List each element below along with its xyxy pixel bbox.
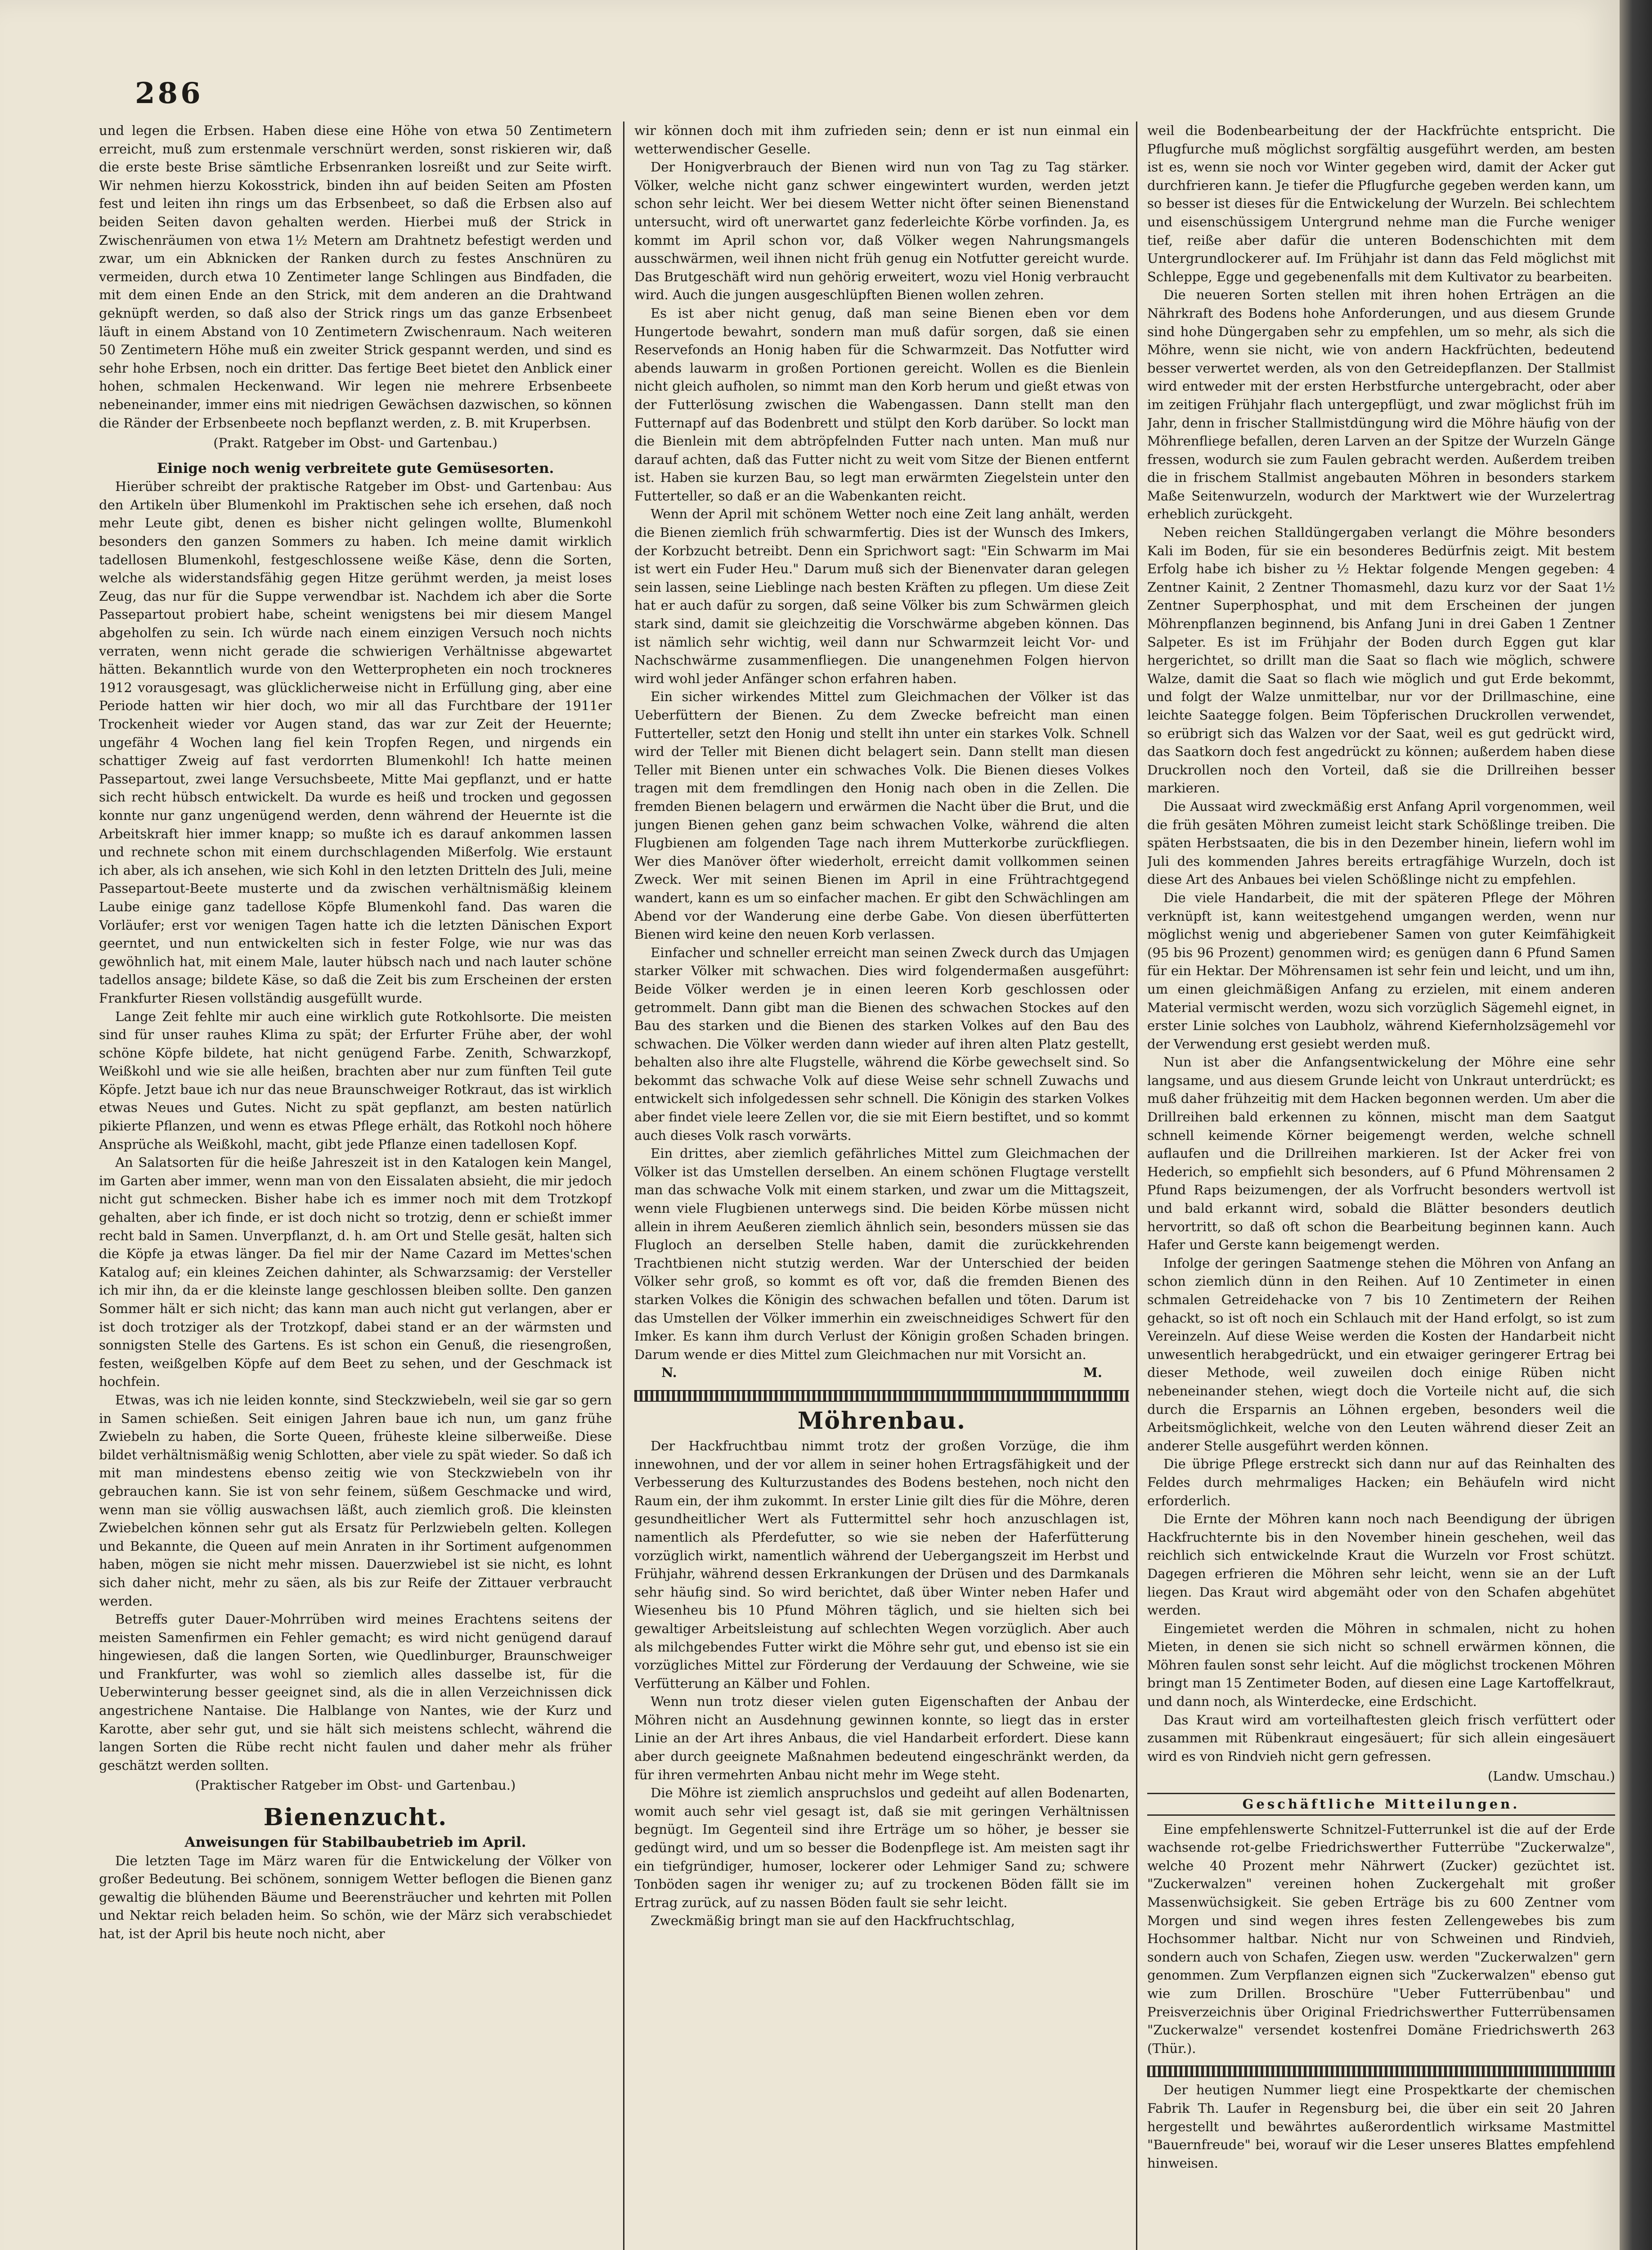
paragraph: Zweckmäßig bringt man sie auf den Hackfruchtschlag, (651, 1913, 1015, 1929)
signature-initial: M. (1083, 1365, 1102, 1381)
paragraph: Die Möhre ist ziemlich anspruchslos und gedeiht auf allen Bodenarten, womit auch sehr viel gesagt ist, daß sie mit geringen Verhältnissen begnügt. Im Gegenteil sind ihre Erträge um so höher, je besser sie gedüngt wird, und um so besser die Bodenpflege ist. Am meisten sagt ihr ein tiefgründiger, humoser, lockerer oder Lehmiger Sand zu; schwere Tonböden sagen ihr weniger zu; auf zu trockenen Böden fällt sie im Ertrag zurück, auf zu nassen Böden fault sie sehr leicht. (634, 1785, 1129, 1910)
paragraph: Ein drittes, aber ziemlich gefährliches Mittel zum Gleichmachen der Völker ist das Umstellen derselben. An einem schönen Flugtage verstellt man das schwache Volk mit einem starken, und zwar um die Mittagszeit, wenn viele Flugbienen unterwegs sind. Die beiden Körbe müssen nicht allein in ihrem Aeußeren ziemlich ähnlich sein, besonders müssen sie das Flugloch an derselben Stelle haben, damit die zurückkehrenden Trachtbienen nicht stutzig werden. War der Unterschied der beiden Völker sehr groß, so kommt es oft vor, daß die fremden Bienen des starken Volkes die Königin des schwachen befallen und töten. Darum ist das Umstellen der Völker immerhin ein zweischneidiges Schwert für den Imker. Es kann ihm durch Verlust der Königin großen Schaden bringen. Darum wende er dies Mittel zum Gleichmachen nur mit Vorsicht an. (634, 1146, 1129, 1362)
paragraph: Es ist aber nicht genug, daß man seine Bienen eben vor dem Hungertode bewahrt, sondern man muß dafür sorgen, daß sie einen Reservefonds an Honig haben für die Schwarmzeit. Das Notfutter wird abends lauwarm in großen Portionen gereicht. Wollen es die Bienlein nicht gleich aufholen, so nimmt man den Korb herum und gießt etwas von der Futterlösung zwischen die Wabengassen. Dann stellt man den Futternapf auf das Bodenbrett und stülpt den Korb darüber. So lockt man die Bienlein mit dem abtröpfelnden Futter nach unten. Man muß nur darauf achten, daß das Futter nicht zu weit vom Sitze der Bienen entfernt ist. Haben sie kurzen Bau, so legt man erwärmten Ziegelstein unter den Futterteller, so daß er an die Wabenkanten reicht. (634, 305, 1129, 504)
article-subheading: Anweisungen für Stabilbaubetrieb im April. (184, 1834, 526, 1851)
paragraph: Eingemietet werden die Möhren in schmalen, nicht zu hohen Mieten, in denen sie sich nicht so schnell erwärmen können, die Möhren faulen sonst sehr leicht. Auf die möglichst trockenen Möhren bringt man 15 Zentimeter Boden, auf diesen eine Lage Kartoffelkraut, und dann noch, als Winterdecke, eine Erdschicht. (1147, 1620, 1615, 1710)
paragraph: und legen die Erbsen. Haben diese eine Höhe von etwa 50 Zentimetern erreicht, muß zum erstenmale verschnürt werden, sonst riskieren wir, daß die erste beste Brise sämtliche Erbsenranken losreißt und zur Seite wirft. Wir nehmen hierzu Kokosstrick, binden ihn auf beiden Seiten am Pfosten fest und leiten ihn rings um das Erbsenbeet, so daß die Erbsen also auf beiden Seiten davon gehalten werden. Hierbei muß der Strick in Zwischenräumen von etwa 1½ Metern am Drahtnetz befestigt werden und zwar, um ein Abknicken der Ranken durch zu festes Anschnüren zu vermeiden, durch etwa 10 Zentimeter lange Schlingen aus Bindfaden, die mit dem einen Ende an den Strick, mit dem anderen an die Drahtwand geknüpft werden, so daß also der Strick rings um das ganze Erbsenbeet läuft in einem Abstand von 10 Zentimetern Zwischenraum. Nach weiteren 50 Zentimetern Höhe muß ein zweiter Strick gespannt werden, und sind es sehr hohe Erbsen, noch ein dritter. Das fertige Beet bietet den Anblick einer hohen, schmalen Heckenwand. Wir legen nie mehrere Erbsenbeete nebeneinander, immer eins mit niedrigen Gewächsen dazwischen, so können die Ränder der Erbsenbeete noch bepflanzt werden, z. B. mit Kruperbsen. (99, 123, 612, 431)
paragraph: Die Aussaat wird zweckmäßig erst Anfang April vorgenommen, weil die früh gesäten Möhren zumeist leicht stark Schößlinge treiben. Die späten Herbstsaaten, die bis in den Dezember hinein, liefern wohl im Juli des kommenden Jahres bereits ertragfähige Wurzeln, doch ist diese Art des Anbaues bei vielen Schößlinge nicht zu empfehlen. (1147, 798, 1615, 887)
paragraph: Die neueren Sorten stellen mit ihren hohen Erträgen an die Nährkraft des Bodens hohe Anforderungen, und aus diesem Grunde sind hohe Düngergaben sehr zu empfehlen, um so mehr, als sich die Möhre, wenn sie nicht, wie von andern Hackfrüchten, bedeutend besser verwertet werden, als von den Getreidepflanzen. Der Stallmist wird entweder mit der ersten Herbstfurche untergebracht, oder aber im zeitigen Frühjahr flach untergepflügt, und zwar möglichst früh im Jahr, denn in frischer Stallmistdüngung wird die Möhre häufig von der Möhrenfliege befallen, deren Larven an der Spitze der Wurzeln Gänge fressen, wodurch sie zum Faulen gebracht werden. Außerdem treiben die in frischem Stallmist angebauten Möhren in besonders starkem Maße Seitenwurzeln, wodurch der Marktwert wie der Wurzelertrag erheblich zurückgeht. (1147, 287, 1615, 522)
paragraph: Wenn der April mit schönem Wetter noch eine Zeit lang anhält, werden die Bienen ziemlich früh schwarmfertig. Dies ist der Wunsch des Imkers, der Korbzucht betreibt. Denn ein Sprichwort sagt: "Ein Schwarm im Mai ist wert ein Fuder Heu." Darum muß sich der Bienenvater daran gelegen sein lassen, seine Lieblinge nach besten Kräften zu pflegen. Um diese Zeit hat er auch dafür zu sorgen, daß seine Völker bis zum Schwärmen gleich stark sind, damit sie gleichzeitig die Vorschwärme abgeben können. Das ist nämlich sehr wichtig, weil dann nur Schwarmzeit leicht Vor- und Nachschwärme zusammenfliegen. Die unangenehmen Folgen hiervon wird wohl jeder Anfänger schon erfahren haben. (634, 506, 1129, 686)
paragraph: Der Hackfruchtbau nimmt trotz der großen Vorzüge, die ihm innewohnen, und der vor allem in seiner hohen Ertragsfähigkeit und der Verbesserung des Kulturzustandes des Bodens bestehen, noch nicht den Raum ein, der ihm zukommt. In erster Linie gilt dies für die Möhre, deren gesundheitlicher Wert als Futtermittel sehr hoch anzuschlagen ist, namentlich als Pferdefutter, so wie sie neben der Haferfütterung vorzüglich wirkt, namentlich während der Uebergangszeit im Herbst und Frühjahr, während dessen Erkrankungen der Drüsen und des Darmkanals sehr häufig sind. So wird berichtet, daß über Winter neben Hafer und Wiesenheu bis 10 Pfund Möhren täglich, und sie hielten sich bei gewaltiger Arbeitsleistung auf schlechten Wegen vorzüglich. Aber auch als milchgebendes Futter wirkt die Möhre sehr gut, und ebenso ist sie ein vorzügliches Mittel zur Förderung der Verdauung der Schweine, wie sie Verfütterung an Kälber und Fohlen. (634, 1438, 1129, 1691)
article-heading: Einige noch wenig verbreitete gute Gemüsesorten. (157, 460, 554, 477)
page-number: 286 (135, 76, 203, 110)
column-1 (99, 122, 612, 2250)
author-signature (634, 1364, 1129, 1382)
paragraph: Betreffs guter Dauer-Mohrrüben wird meines Erachtens seitens der meisten Samenfirmen ein Fehler gemacht; es wird nicht genügend darauf hingewiesen, daß die langen Sorten, wie Quedlinburger, Braunschweiger und Frankfurter, was wohl so ziemlich alles dasselbe ist, für die Ueberwinterung besser geeignet sind, als die in allen Verzeichnissen dick angestrichene Nantaise. Die Halblange von Nantes, wie der Kurz und Karotte, aber sehr gut, und sie hält sich meistens schlecht, während die langen Sorten die Rübe recht nicht faulen und daher mehr als früher geschätzt werden sollten. (99, 1611, 612, 1773)
signature-initial: N. (661, 1365, 677, 1381)
paragraph: Die viele Handarbeit, die mit der späteren Pflege der Möhren verknüpft ist, kann weitestgehend umgangen werden, wenn nur möglichst wenig und abgeriebener Samen von guter Keimfähigkeit (95 bis 96 Prozent) genommen wird; es genügen dann 6 Pfund Samen für ein Hektar. Der Möhrensamen ist sehr fein und leicht, und um ihn, um einen gleichmäßigen Anfang zu erzielen, mit einem anderen Material vermischt werden, wozu sich vorzüglich Sägemehl eignet, in erster Linie solches von Laubholz, während Kiefernholzsägemehl vor der Verwendung erst gesiebt werden muß. (1147, 890, 1615, 1052)
paragraph: Die übrige Pflege erstreckt sich dann nur auf das Reinhalten des Feldes durch mehrmaliges Hacken; ein Behäufeln wird nicht erforderlich. (1147, 1456, 1615, 1508)
source-citation: (Landw. Umschau.) (1487, 1768, 1615, 1784)
column-rule (623, 122, 624, 2250)
paragraph: Nun ist aber die Anfangsentwickelung der Möhre eine sehr langsame, und aus diesem Grunde leicht von Unkraut unterdrückt; es muß daher frühzeitig mit dem Hacken begonnen werden. Um aber die Drillreihen bald erkennen zu können, mischt man dem Saatgut schnell keimende Körner beigemengt werden, welche schnell auflaufen und die Drillreihen markieren. Ist der Acker frei von Hederich, so empfiehlt sich besonders, auf 6 Pfund Möhrensamen 2 Pfund Raps beizumengen, der als Vorfrucht besonders wertvoll ist und bald erkannt wird, sobald die Blätter besonders deutlich hervortritt, so daß oft schon die Bearbeitung beginnen kann. Auch Hafer und Gerste kann beigemengt werden. (1147, 1054, 1615, 1253)
paragraph: Hierüber schreibt der praktische Ratgeber im Obst- und Gartenbau: Aus den Artikeln über Blumenkohl im Praktischen sehe ich ersehen, daß noch mehr Leute gibt, denen es bisher nicht gelingen wollte, Blumenkohl besonders den ganzen Sommers zu haben. Ich meine damit wirklich tadellosen Blumenkohl, festgeschlossene weiße Käse, denn die Sorten, welche als widerstandsfähig gegen Hitze gerühmt werden, ja meist loses Zeug, das nur für die Suppe verwendbar ist. Nachdem ich aber die Sorte Passepartout probiert habe, scheint wenigstens bei mir diesem Mangel abgeholfen zu sein. Ich würde nach einem einzigen Versuch noch nichts verraten, wenn nicht gerade die schwierigen Verhältnisse abgewartet hätten. Bekanntlich wurde von den Wetterpropheten ein noch trockneres 1912 vorausgesagt, was glücklicherweise nicht in Erfüllung ging, aber eine Periode hatten wir hier doch, wo mir all das Furchtbare der 1911er Trockenheit wieder vor Augen stand, das war zur Zeit der Heuernte; ungefähr 4 Wochen lang fiel kein Tropfen Regen, und nirgends ein schattiger Zweig auf fast verdorrten Blumenkohl! Ich hatte meinen Passepartout, zwei lange Versuchsbeete, Mitte Mai gepflanzt, und er hatte sich recht hübsch entwickelt. Da wurde es heiß und trocken und gegossen konnte nur ganz ungenügend werden, denn während der Heuernte ist die Arbeitskraft hier immer knapp; so mußte ich es darauf ankommen lassen und rechnete schon mit einem durchschlagenden Mißerfolg. Wie erstaunt ich aber, als ich ansehen, wie sich Kohl in den letzten Dritteln des Juli, meine Passepartout-Beete musterte und da zwischen verhältnismäßig kleinem Laube einige ganz tadellose Köpfe Blumenkohl fand. Das waren die Vorläufer; erst vor wenigen Tagen hatte ich die letzten Dänischen Export geerntet, und nun entwickelten sich in fester Folge, wie nur was das gewöhnlich hat, mit einem Male, lauter hübsch nach und nach lauter schöne tadellos ansage; bildete Käse, so daß die Zeit bis zum Erscheinen der ersten Frankfurter Riesen vollständig ausgefüllt wurde. (99, 479, 612, 1006)
paragraph: Die letzten Tage im März waren für die Entwickelung der Völker von großer Bedeutung. Bei schönem, sonnigem Wetter beflogen die Bienen ganz gewaltig die blühenden Bäume und Beerensträucher und kehrten mit Pollen und Nektar reich beladen heim. So schön, wie der März sich verabschiedet hat, ist der April bis heute noch nicht, aber (99, 1853, 612, 1941)
paragraph: Wenn nun trotz dieser vielen guten Eigenschaften der Anbau der Möhren nicht an Ausdehnung gewinnen konnte, so liegt das in erster Linie an der Art ihres Anbaus, die viel Handarbeit erfordert. Diese kann aber durch geeignete Maßnahmen bedeutend eingeschränkt werden, da für ihren vermehrten Anbau nicht mehr im Wege steht. (634, 1694, 1129, 1782)
paragraph: Ein sicher wirkendes Mittel zum Gleichmachen der Völker ist das Ueberfüttern der Bienen. Zu dem Zwecke befreicht man einen Futterteller, setzt den Honig und stellt ihn unter ein starkes Volk. Schnell wird der Teller mit Bienen dicht belagert sein. Dann stellt man diesen Teller mit Bienen unter ein schwaches Volk. Die Bienen dieses Volkes tragen mit dem fremdlingen den Honig nach oben in die Zellen. Die fremden Bienen belagern und erwärmen die Nacht über die Brut, und die jungen Bienen gehen ganz beim schwachen Volke, während die alten Flugbienen am folgenden Tage nach ihrem Mutterkorbe zurückfliegen. Wer dies Manöver öfter wiederholt, erreicht damit vollkommen seinen Zweck. Wer mit seinen Bienen im April in eine Frühtrachtgegend wandert, kann es um so einfacher machen. Er gibt den Schwächlingen am Abend vor der Wanderung eine derbe Gabe. Von diesen überfütterten Bienen wird keine den neuen Korb verlassen. (634, 689, 1129, 942)
paragraph: Einfacher und schneller erreicht man seinen Zweck durch das Umjagen starker Völker mit schwachen. Dies wird folgendermaßen ausgeführt: Beide Völker werden je in einen leeren Korb geschlossen oder getrommelt. Dann gibt man die Bienen des schwachen Stockes auf den Bau des starken und die Bienen des starken Volkes auf den Bau des schwachen. Die Völker werden dann wieder auf ihren alten Platz gestellt, behalten also ihre alte Flugstelle, während die Körbe gewechselt sind. So bekommt das schwache Volk auf diese Weise sehr schnell Zuwachs und entwickelt sich infolgedessen sehr schnell. Die Königin des starken Volkes aber findet viele leere Zellen vor, die sie mit Eiern bestiftet, und so kommt auch dieses Volk rasch vorwärts. (634, 945, 1129, 1143)
column-3 (1147, 122, 1615, 2250)
paragraph: Lange Zeit fehlte mir auch eine wirklich gute Rotkohlsorte. Die meisten sind für unser rauhes Klima zu spät; der Erfurter Frühe aber, der wohl schöne Köpfe bildete, hat nicht genügend Farbe. Zenith, Schwarzkopf, Weißkohl und wie sie alle heißen, brachten aber nur zum fünften Teil gute Köpfe. Jetzt baue ich nur das neue Braunschweiger Rotkraut, das ist wirklich etwas Neues und Gutes. Nicht zu spät gepflanzt, am besten natürlich pikierte Pflanzen, und wenn es etwas Pflege erhält, das Rotkohl noch höhere Ansprüche als Weißkohl, macht, gibt jede Pflanze einen tadellosen Kopf. (99, 1008, 612, 1152)
ornamental-divider (1147, 2066, 1615, 2077)
paragraph: Neben reichen Stalldüngergaben verlangt die Möhre besonders Kali im Boden, für sie ein besonderes Bedürfnis zeigt. Mit bestem Erfolg habe ich bisher zu ½ Hektar folgende Mengen gegeben: 4 Zentner Kainit, 2 Zentner Thomasmehl, dazu kurz vor der Saat 1½ Zentner Superphosphat, und mit dem Erscheinen der jungen Möhrenpflanzen beginnend, bis Anfang Juni in drei Gaben 1 Zentner Salpeter. Es ist im Frühjahr der Boden durch Eggen gut klar hergerichtet, so drillt man die Saat so flach wie möglich, schwere Walze, damit die Saat so flach wie möglich und gut Erde bekommt, und folgt der Walze unmittelbar, nur vor der Drillmaschine, eine leichte Saategge folgen. Beim Töpferischen Druckrollen verwendet, so erübrigt sich das Walzen vor der Saat, weil es gut gedrückt wird, das Saatkorn doch fest angedrückt zu können; außerdem haben diese Druckrollen noch den Vorteil, daß sie die Drillreihen besser markieren. (1147, 525, 1615, 796)
paragraph: wir können doch mit ihm zufrieden sein; denn er ist nun einmal ein wetterwendischer Geselle. (634, 123, 1129, 157)
paragraph: Der Honigverbrauch der Bienen wird nun von Tag zu Tag stärker. Völker, welche nicht ganz schwer eingewintert wurden, werden jetzt schon sehr leicht. Wer bei diesem Wetter nicht öfter seinen Bienenstand untersucht, wird oft unerwartet ganz federleichte Körbe vorfinden. Ja, es kommt im April schon vor, daß Völker wegen Nahrungsmangels ausschwärmen, weil ihnen nicht früh genug ein Notfutter gereicht wurde. Das Brutgeschäft wird nun gehörig erweitert, wozu viel Honig verbraucht wird. Auch die jungen ausgeschlüpften Bienen wollen zehren. (634, 159, 1129, 303)
source-citation: (Praktischer Ratgeber im Obst- und Gartenbau.) (195, 1778, 516, 1793)
column-2 (634, 122, 1129, 2250)
paragraph: An Salatsorten für die heiße Jahreszeit ist in den Katalogen kein Mangel, im Garten aber immer, wenn man von den Eissalaten absieht, die mir jedoch nicht gut schmecken. Bisher habe ich es immer noch mit dem Trotzkopf gehalten, aber ich finde, er ist doch nicht so trotzig, denn er schießt immer recht bald in Samen. Unverpflanzt, d. h. am Ort und Stelle gesät, halten sich die Köpfe ja etwas länger. Da fiel mir der Name Cazard im Mettes'schen Katalog auf; ein kleines Zeichen dahinter, als Schwarzsamig: der Versteller ich mir ihn, da er die kleinste lange geschlossen bleiben sollte. Den ganzen Sommer hält er sich nicht; das kann man auch nicht gut verlangen, aber er ist doch trotziger als der Trotzkopf, dabei stand er an der wärmsten und sonnigsten Stelle des Gartens. Es ist schon ein Genuß, die riesengroßen, festen, weißgelben Köpfe auf dem Beet zu sehen, und der Geschmack ist hochfein. (99, 1155, 612, 1390)
section-heading: Möhrenbau. (797, 1407, 966, 1435)
paragraph: Etwas, was ich nie leiden konnte, sind Steckzwiebeln, weil sie gar so gern in Samen schießen. Seit einigen Jahren baue ich nun, um ganz frühe Zwiebeln zu haben, die Sorte Queen, früheste kleine silberweiße. Diese bildet verhältnismäßig wenig Schlotten, aber viele zu spät wieder. So daß ich mit man mindestens ebenso zeitig wie von Steckzwiebeln von ihr gebrauchen kann. Sie ist von sehr feinem, süßem Geschmacke und wird, wenn man sie völlig auswachsen läßt, auch ziemlich groß. Die kleinsten Zwiebelchen können sehr gut als Ersatz für Perlzwiebeln gelten. Kollegen und Bekannte, die Queen auf mein Anraten in ihr Sortiment aufgenommen haben, mögen sie nicht mehr missen. Dauerzwiebel ist sie nicht, es lohnt sich daher nicht, mehr zu säen, als bis zur Reife der Zittauer verbraucht werden. (99, 1392, 612, 1609)
ornamental-divider (634, 1390, 1129, 1402)
source-citation: (Prakt. Ratgeber im Obst- und Gartenbau.) (213, 435, 498, 451)
paragraph: Die Ernte der Möhren kann noch nach Beendigung der übrigen Hackfruchternte bis in den November hinein geschehen, weil das reichlich sich entwickelnde Kraut die Wurzeln vor Frost schützt. Dagegen erfrieren die Möhren sehr leicht, wenn sie an der Luft liegen. Das Kraut wird abgemäht oder von den Schafen abgehütet werden. (1147, 1511, 1615, 1618)
paragraph: weil die Bodenbearbeitung der der Hackfrüchte entspricht. Die Pflugfurche muß möglichst sorgfältig ausgeführt werden, am besten ist es, wenn sie noch vor Winter gegeben wird, damit der Acker gut durchfrieren kann. Je tiefer die Pflugfurche gegeben werden kann, um so besser ist dieses für die Entwickelung der Wurzeln. Bei schlechtem und eisenschüssigem Untergrund nehme man die Furche weniger tief, reiße aber dafür die unteren Bodenschichten mit dem Untergrundlockerer auf. Im Frühjahr ist dann das Feld möglichst mit Schleppe, Egge und gegebenenfalls mit dem Kultivator zu bearbeiten. (1147, 123, 1615, 284)
paragraph: Infolge der geringen Saatmenge stehen die Möhren von Anfang an schon ziemlich dünn in den Reihen. Auf 10 Zentimeter in einen schmalen Getreidehacke von 7 bis 10 Zentimetern der Reihen gehackt, so ist oft noch ein Schlauch mit der Hand erfolgt, so ist zum Vereinzeln. Auf diese Weise werden die Kosten der Handarbeit nicht unwesentlich herabgedrückt, und ein etwaiger geringerer Ertrag bei dieser Methode, weil zuweilen doch einige Rüben nicht nebeneinander stehen, wiegt doch die Vorteile nicht auf, die sich durch die Ersparnis an Löhnen ergeben, besonders weil die Arbeitsmöglichkeit, welche von den Leuten während dieser Zeit an anderer Stelle ausgeführt werden können. (1147, 1255, 1615, 1454)
paragraph: Eine empfehlenswerte Schnitzel-Futterrunkel ist die auf der Erde wachsende rot-gelbe Friedrichswerther Futterrübe "Zuckerwalze", welche 40 Prozent mehr Nährwert (Zucker) gezüchtet ist. "Zuckerwalzen" vereinen hohen Zuckergehalt mit großer Massenwüchsigkeit. Sie geben Erträge bis zu 600 Zentner vom Morgen und sind wegen ihres festen Zellengewebes bis zum Hochsommer haltbar. Nicht nur von Schweinen und Rindvieh, sondern auch von Schafen, Ziegen usw. werden "Zuckerwalzen" gern genommen. Zum Verpflanzen eignen sich "Zuckerwalzen" ebenso gut wie zum Drillen. Broschüre "Ueber Futterrübenbau" und Preisverzeichnis über Original Friedrichswerther Futterrübensamen "Zuckerwalze" versendet kostenfrei Domäne Friedrichswerth 263 (Thür.). (1147, 1821, 1615, 2056)
section-heading: Bienenzucht. (263, 1804, 448, 1832)
paragraph: Der heutigen Nummer liegt eine Prospektkarte der chemischen Fabrik Th. Laufer in Regensburg bei, die über ein seit 20 Jahren hergestellt und bewährtes außerordentlich wirksame Mastmittel "Bauernfreude" bei, worauf wir die Leser unseres Blattes empfehlend hinweisen. (1147, 2082, 1615, 2171)
column-rule (1136, 122, 1137, 2250)
scan-edge (1620, 0, 1652, 2250)
business-notices-heading: Geschäftliche Mitteilungen. (1147, 1793, 1615, 1816)
paragraph: Das Kraut wird am vorteilhaftesten gleich frisch verfüttert oder zusammen mit Rübenkraut eingesäuert; für sich allein eingesäuert wird es von Rindvieh nicht gern gefressen. (1147, 1712, 1615, 1764)
